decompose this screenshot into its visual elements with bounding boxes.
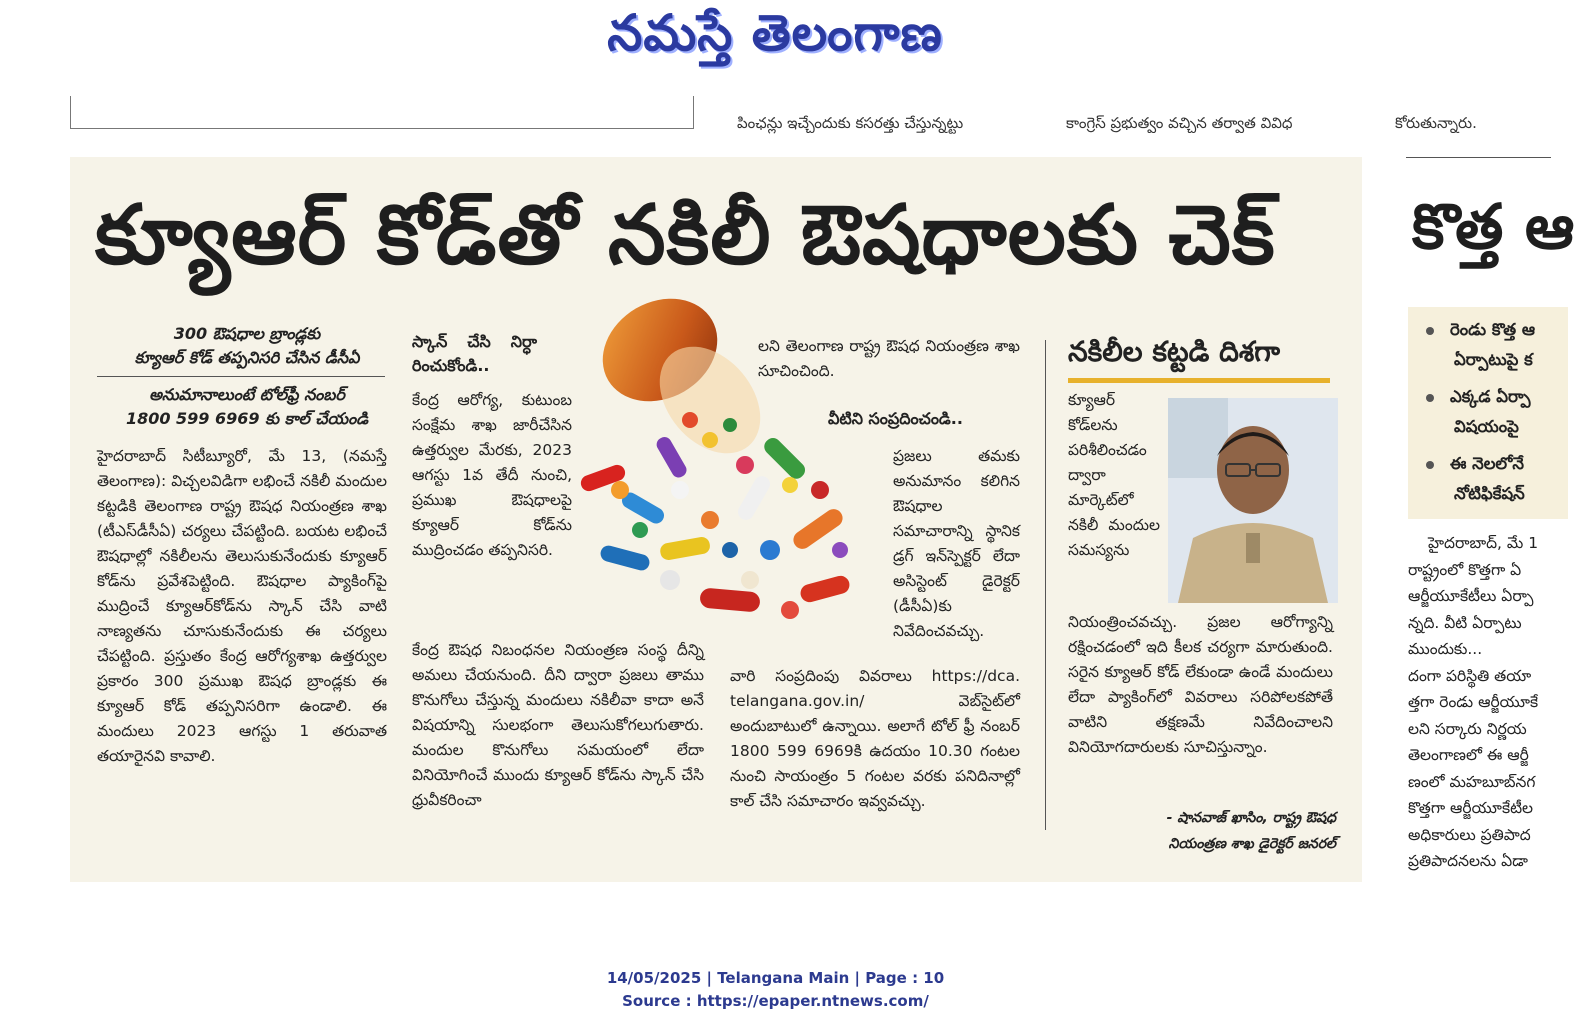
right-article-headline: కొత్త ఆ — [1412, 190, 1574, 263]
right-article-highlights — [1408, 307, 1568, 519]
article-column-3-bottom: వారి సంప్రదింపు వివరాలు https://dca. telangana.gov.in/ వెబ్‌సైట్‌లో అందుబాటులో ఉన్నాయి. అలాగే టోల్ ఫ్రీ నంబర్ 1800 599 6969కి ఉదయం 10.30 గంటల నుంచి సాయంత్రం 5 గంటల వరకు పనిదినాల్లో కాల్ చేసి సమాచారం ఇవ్వవచ్చు. — [730, 667, 1020, 810]
official-portrait-photo — [1168, 398, 1338, 603]
footer-source-link[interactable]: Source : https://epaper.ntnews.com/ — [622, 992, 929, 1010]
highlight-item: నోటిఫికేషన్ — [1454, 484, 1525, 503]
caption-name: - షానవాజ్ ఖాసిం, రాష్ట్ర ఔషధ — [1166, 810, 1336, 826]
sidebar-quote-wide: నియంత్రించవచ్చు. ప్రజల ఆరోగ్యాన్ని రక్షించడంలో ఇది కీలక చర్యగా మారుతుంది. సరైన క్యూఆర్ కోడ్ లేకుండా ఉండే మందులు లేదా ప్యాకింగ్‌లో వివరాలు సరిపోలకపోతే వాటిని తక్షణమే నివేదించాలని వినియోగదారులకు సూచిస్తున్నాం. — [1068, 613, 1333, 756]
top-strip-col3: కాంగ్రెస్ ప్రభుత్వం వచ్చిన తర్వాత వివిధ — [1066, 114, 1293, 132]
article-column-2-bottom: కేంద్ర ఔషధ నిబంధనల నియంత్రణ సంస్థ దీన్ని అమలు చేయనుంది. దీని ద్వారా ప్రజలు తాము కొనుగోలు చేస్తున్న మందులు నకిలీవా కాదా అనే విషయాన్ని సులభంగా తెలుసుకోగలుగుతారు. మందుల కొనుగోలు సమయంలో లేదా వినియోగించే ముందు క్యూఆర్ కోడ్‌ను స్కాన్ చేసి ధ్రువీకరించా — [412, 641, 704, 809]
subheading-2 — [97, 383, 397, 431]
body-line: ఆర్జీయూకేటీలు ఏర్పా — [1408, 587, 1534, 605]
bullet-icon — [1426, 461, 1434, 469]
previous-article-box — [70, 96, 694, 129]
sidebar-quote-narrow: క్యూఆర్ కోడ్‌లను పరిశీలించడం ద్వారా మార్కెట్‌లో నకిలీ మందుల సమస్యను — [1068, 391, 1160, 559]
body-line: లని సర్కారు నిర్ణయ — [1408, 719, 1527, 738]
right-article-divider — [1406, 157, 1551, 158]
caption-designation: నియంత్రణ శాఖ డైరెక్టర్ జనరల్ — [1168, 836, 1336, 852]
article-column-3-top: లని తెలంగాణ రాష్ట్ర ఔషధ నియంత్రణ శాఖ సూచించింది. — [758, 337, 1020, 380]
article-headline: క్యూఆర్ కోడ్‌తో నకిలీ ఔషధాలకు చెక్ — [95, 188, 1276, 283]
right-article-body — [1408, 530, 1568, 875]
sidebar-divider — [1045, 340, 1046, 830]
article-column-1: హైదరాబాద్ సిటీబ్యూరో, మే 13, (నమస్తే తెలంగాణ): విచ్చలవిడిగా లభించే నకిలీ మందుల కట్టడికి తెలంగాణ రాష్ట్ర ఔషధ నియంత్రణ శాఖ (టీఎస్‌డీసీఏ) చర్యలు చేపట్టింది. బయట లభించే ఔషధాల్లో నకిలీలను తెలుసుకునేందుకు క్యూఆర్ కోడ్‌ను ప్రవేశపెట్టింది. ఔషధాల ప్యాకింగ్‌పై ముద్రించే క్యూఆర్‌కోడ్‌ను స్కాన్ చేసి వాటి నాణ్యతను చూసుకునేందుకు ఈ చర్యలు చేపట్టింది. ప్రస్తుతం కేంద్ర ఆరోగ్యశాఖ ఉత్తర్వుల ప్రకారం 300 ప్రముఖ ఔషధ బ్రాండ్లకు ఈ క్యూఆర్ కోడ్ తప్పనిసరిగా ఉండాలి. ఈ మందులు 2023 ఆగస్టు 1 తరువాత తయారైనవి కావాలి. — [97, 447, 387, 765]
subheading-1 — [97, 322, 397, 370]
body-line: హైదరాబాద్, మే 1 — [1428, 534, 1539, 552]
bullet-icon — [1426, 394, 1434, 402]
subheading-1-line2: క్యూఆర్ కోడ్ తప్పనిసరి చేసిన డీసీఏ — [134, 348, 360, 367]
top-strip-col4: కోరుతున్నారు. — [1395, 114, 1477, 132]
body-line: న్నది. వీటి ఏర్పాటు — [1408, 613, 1522, 632]
sidebar-title: నకిలీల కట్టడి దిశగా — [1068, 335, 1281, 368]
subheading-1-line1: 300 ఔషధాల బ్రాండ్లకు — [173, 324, 321, 343]
top-strip-col2: పింఛన్లు ఇచ్చేందుకు కసరత్తు చేస్తున్నట్టు — [737, 114, 964, 132]
sidebar-caption — [1068, 805, 1336, 857]
article-column-2-top: కేంద్ర ఆరోగ్య, కుటుంబ సంక్షేమ శాఖ జారీచేసిన ఉత్తర్వుల మేరకు, 2023 ఆగస్టు 1వ తేదీ నుంచి, ప్రముఖ ఔషధాలపై క్యూఆర్ కోడ్‌ను ముద్రించడం తప్పనిసరి. — [412, 391, 572, 559]
body-line: ణంలో మహబూబ్‌నగ — [1408, 772, 1536, 791]
body-line: త్తగా రెండు ఆర్జీయూకే — [1408, 693, 1539, 711]
body-line: అధికారులు ప్రతిపాద — [1408, 825, 1531, 844]
body-line: ముందుకు... — [1408, 640, 1483, 658]
body-line: రాష్ట్రంలో కొత్తగా ఏ — [1408, 560, 1522, 579]
sidebar-accent-bar — [1068, 378, 1330, 383]
masthead-logo: నమస్తే తెలంగాణ — [607, 3, 943, 62]
body-line: దంగా పరిస్థితి తయా — [1408, 666, 1532, 685]
body-line: ప్రతిపాదనలను ఏడా — [1408, 852, 1528, 870]
article-column-3-middle: ప్రజలు తమకు అనుమానం కలిగిన ఔషధాల సమాచారాన్ని స్థానిక డ్రగ్ ఇన్‌స్పెక్టర్ లేదా అసిస్టెంట్ డైరెక్టర్ (డీసీఏ)కు నివేదించవచ్చు. — [893, 447, 1020, 640]
highlight-item: విషయంపై — [1454, 417, 1519, 436]
highlight-item: ఈ నెలలోనే — [1426, 449, 1524, 479]
body-line: తెలంగాణలో ఈ ఆర్జీ — [1408, 746, 1529, 764]
subheading-2-line1: అనుమానాలుంటే టోల్‌ఫ్రీ నంబర్ — [149, 385, 345, 404]
highlight-item: రెండు కొత్త ఆ — [1426, 315, 1535, 345]
highlight-item: ఎక్కడ ఏర్పా — [1426, 382, 1531, 412]
bullet-icon — [1426, 327, 1434, 335]
divider — [97, 376, 385, 377]
subheading-2-line2: 1800 599 6969 కు కాల్ చేయండి — [125, 409, 369, 428]
body-line: కొత్తగా ఆర్జీయూకేటీల — [1408, 799, 1534, 817]
footer-date-edition: 14/05/2025 | Telangana Main | Page : 10 — [606, 969, 945, 987]
column-3-heading: వీటిని సంప్రదించండి.. — [828, 409, 963, 428]
column-2-heading: స్కాన్ చేసి నిర్ధా రించుకోండి.. — [412, 332, 537, 375]
highlight-item: ఏర్పాటుపై క — [1454, 350, 1533, 369]
